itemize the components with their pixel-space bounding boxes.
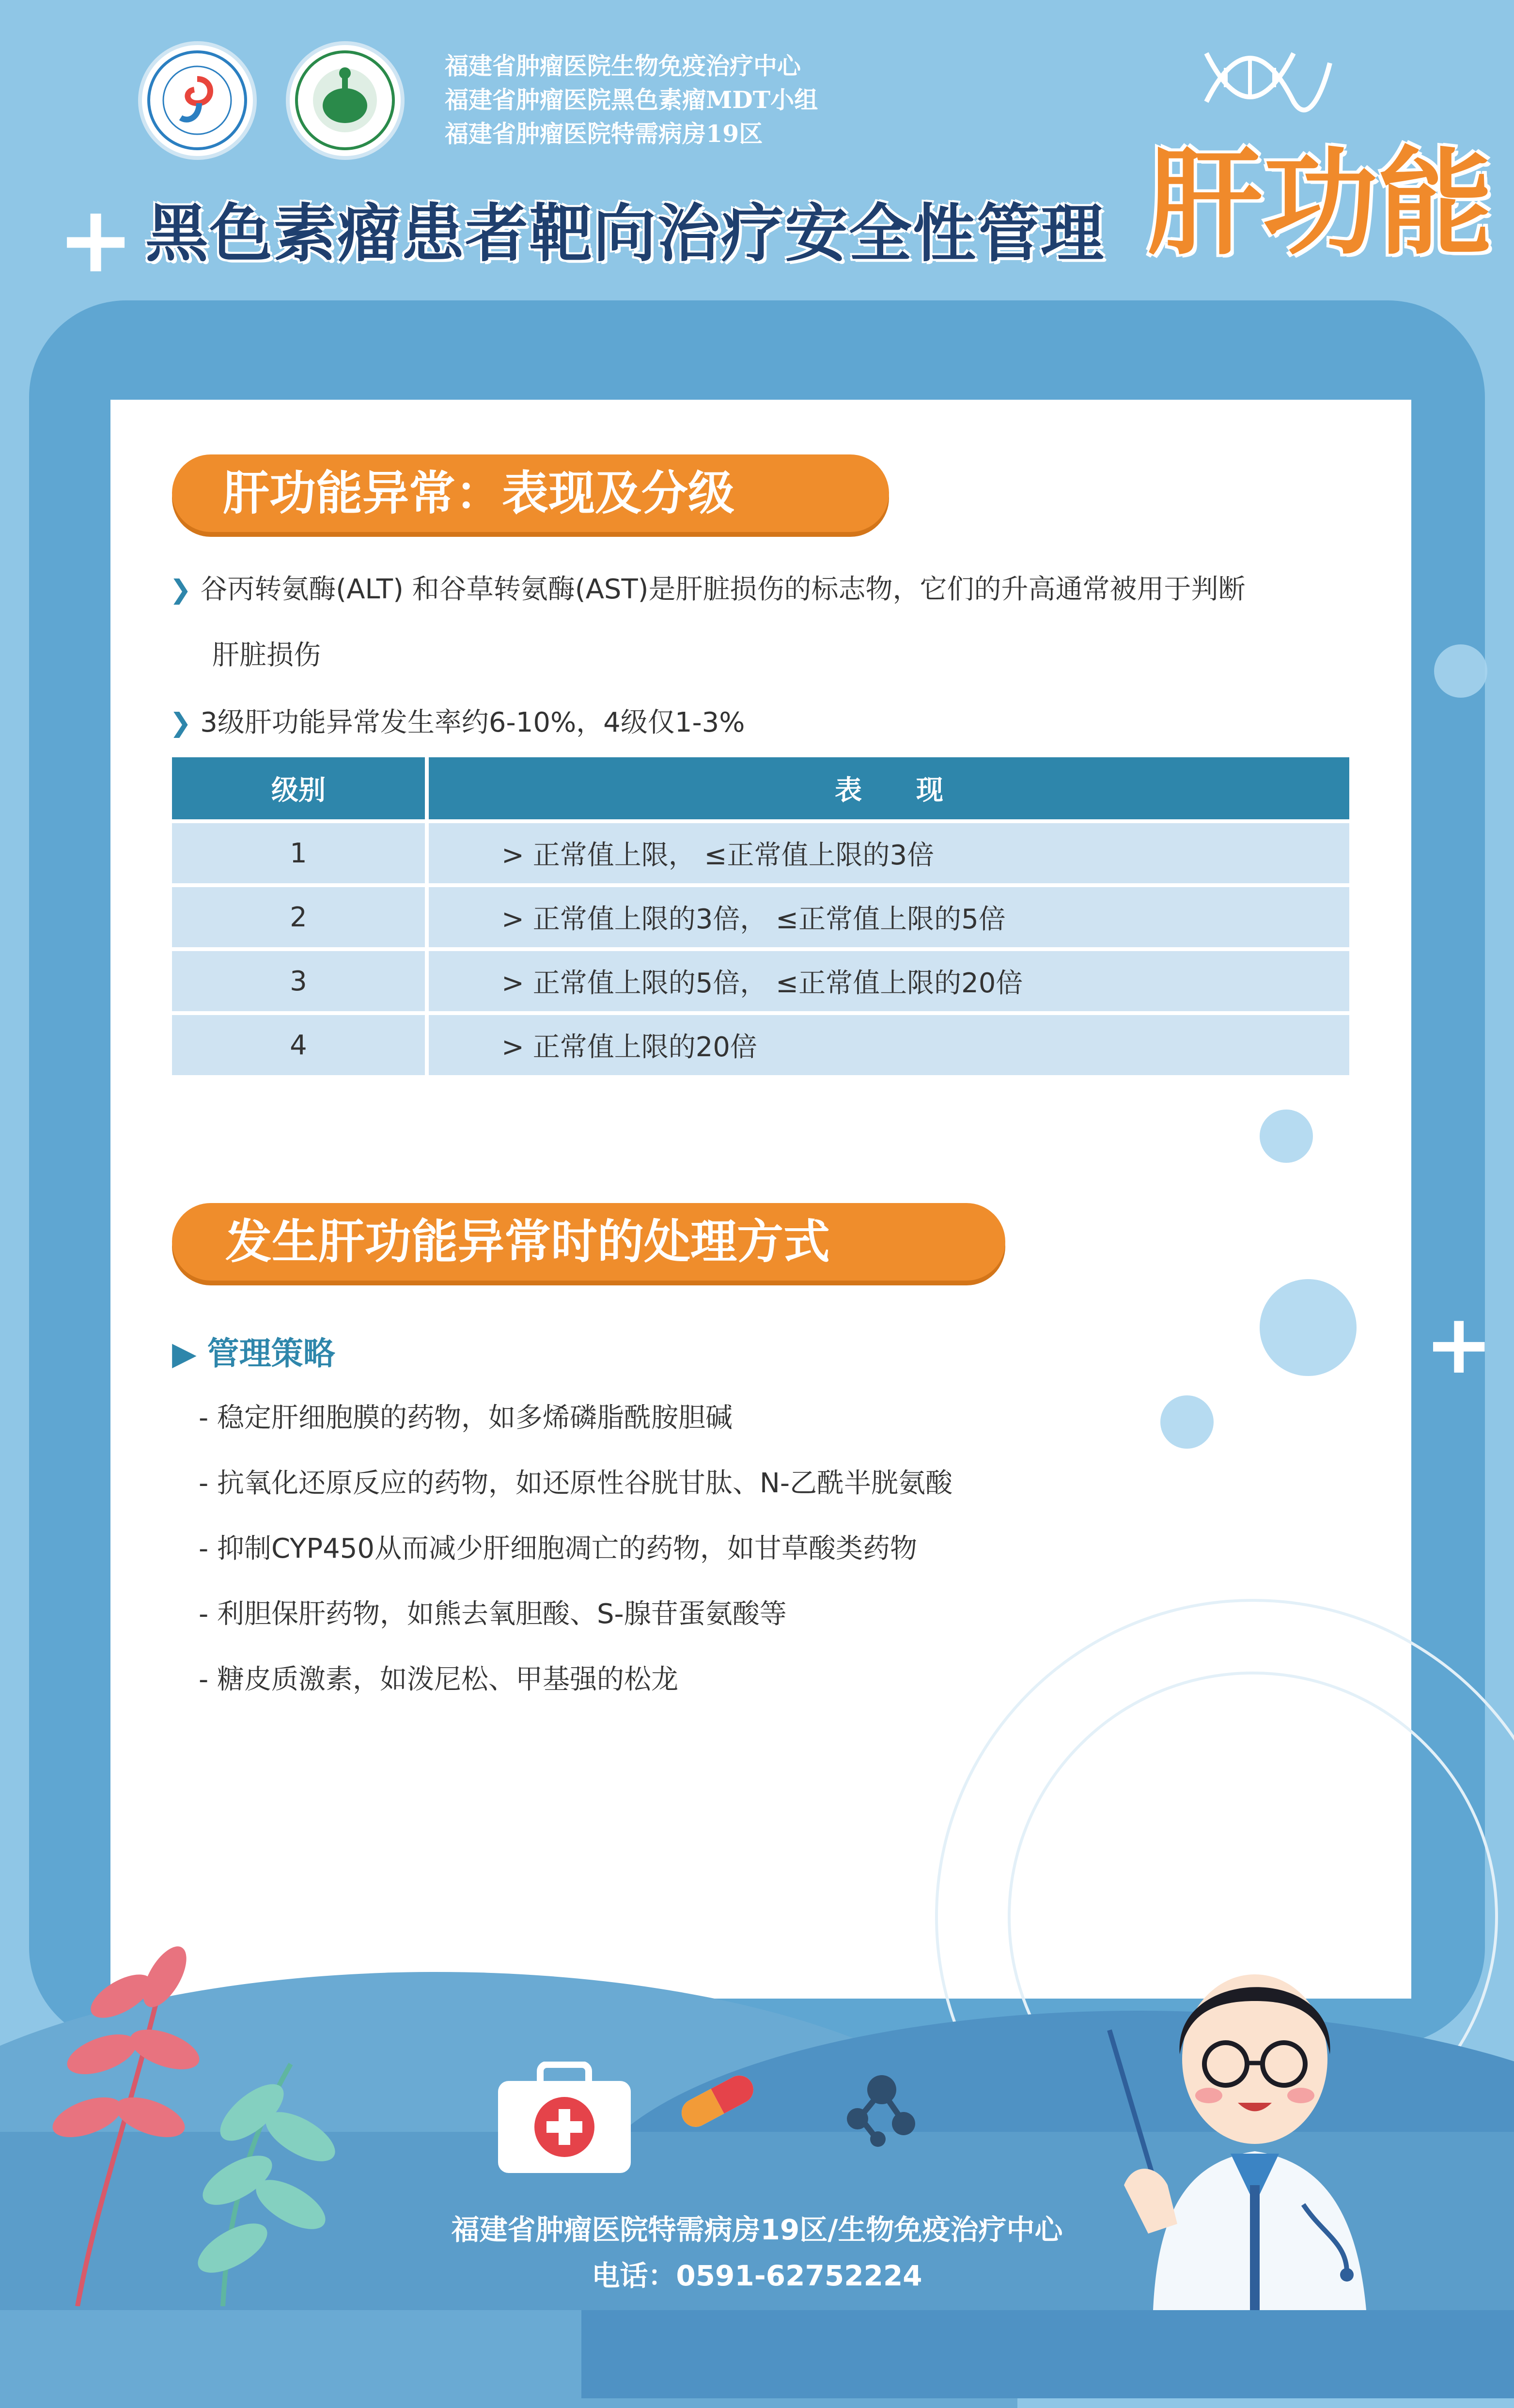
section-heading-grading (172, 454, 889, 532)
org-line-3: 福建省肿瘤医院特需病房19区 (445, 120, 763, 148)
list-item: - 稳定肝细胞膜的药物，如多烯磷脂酰胺胆碱 (199, 1402, 733, 1434)
list-item: - 糖皮质激素，如泼尼松、甲基强的松龙 (199, 1664, 679, 1695)
chevron-right-icon: ❯ (170, 574, 192, 605)
plus-icon: + (1424, 1297, 1494, 1392)
triangle-right-icon: ▶ (172, 1335, 197, 1372)
title-accent: 肝功能 (1147, 137, 1493, 271)
list-item: - 利胆保肝药物，如熊去氧胆酸、S-腺苷蛋氨酸等 (199, 1598, 787, 1630)
section-heading-text: 肝功能异常：表现及分级 (223, 466, 734, 520)
hospital-logo-icon (138, 41, 257, 160)
bubble-decoration (1260, 1279, 1357, 1376)
bullet-item (170, 701, 745, 740)
table-header-row (172, 757, 1349, 821)
bubble-decoration (1160, 1395, 1214, 1449)
bullet-continuation (212, 634, 321, 672)
list-item: - 抑制CYP450从而减少肝细胞凋亡的药物，如甘草酸类药物 (199, 1533, 917, 1564)
manifestation-cell: > 正常值上限的5倍， ≤正常值上限的20倍 (427, 949, 1349, 1013)
footer-phone: 电话：0591-62752224 (592, 2259, 922, 2292)
manifestation-cell: > 正常值上限的20倍 (427, 1013, 1349, 1075)
section-heading-text: 发生肝功能异常时的处理方式 (225, 1215, 830, 1269)
section-heading-management (172, 1203, 1005, 1281)
table-row (172, 1013, 1349, 1075)
anticancer-association-logo-icon (286, 41, 405, 160)
molecule-icon (833, 2071, 921, 2151)
bullet-text: 3级肝功能异常发生率约6-10%，4级仅1-3% (200, 707, 745, 738)
manifestation-cell: > 正常值上限， ≤正常值上限的3倍 (427, 821, 1349, 885)
grade-cell: 4 (172, 1013, 427, 1075)
list-item: - 抗氧化还原反应的药物，如还原性谷胱甘肽、N-乙酰半胱氨酸 (199, 1468, 953, 1499)
table-row (172, 885, 1349, 949)
column-header-grade: 级别 (172, 757, 427, 821)
bullet-item (170, 568, 1246, 607)
org-line-1: 福建省肿瘤医院生物免疫治疗中心 (445, 52, 801, 80)
footer-address: 福建省肿瘤医院特需病房19区/生物免疫治疗中心 (451, 2213, 1063, 2246)
grade-cell: 1 (172, 821, 427, 885)
bullet-text: 谷丙转氨酶(ALT) 和谷草转氨酶(AST)是肝脏损伤的标志物，它们的升高通常被用于判断 (200, 574, 1246, 605)
grade-cell: 3 (172, 949, 427, 1013)
first-aid-kit-icon (494, 2062, 635, 2180)
strategy-subheading (172, 1328, 335, 1374)
manifestation-cell: > 正常值上限的3倍， ≤正常值上限的5倍 (427, 885, 1349, 949)
plus-icon: + (57, 186, 135, 293)
strategy-subheading-text: 管理策略 (207, 1335, 335, 1372)
dna-icon (1202, 34, 1332, 118)
table-row (172, 949, 1349, 1013)
leaf-decoration (19, 1909, 359, 2308)
bubble-decoration (1260, 1110, 1313, 1163)
bubble-decoration (1434, 644, 1487, 698)
org-line-2: 福建省肿瘤医院黑色素瘤MDT小组 (445, 86, 818, 114)
grading-table (172, 757, 1349, 1075)
bullet-text: 肝脏损伤 (212, 640, 321, 671)
chevron-right-icon: ❯ (170, 707, 192, 738)
column-header-manifestation: 表 现 (427, 757, 1349, 821)
page-title: 黑色素瘤患者靶向治疗安全性管理 (145, 197, 1105, 270)
capsule-icon (671, 2064, 763, 2139)
grade-cell: 2 (172, 885, 427, 949)
table-row (172, 821, 1349, 885)
